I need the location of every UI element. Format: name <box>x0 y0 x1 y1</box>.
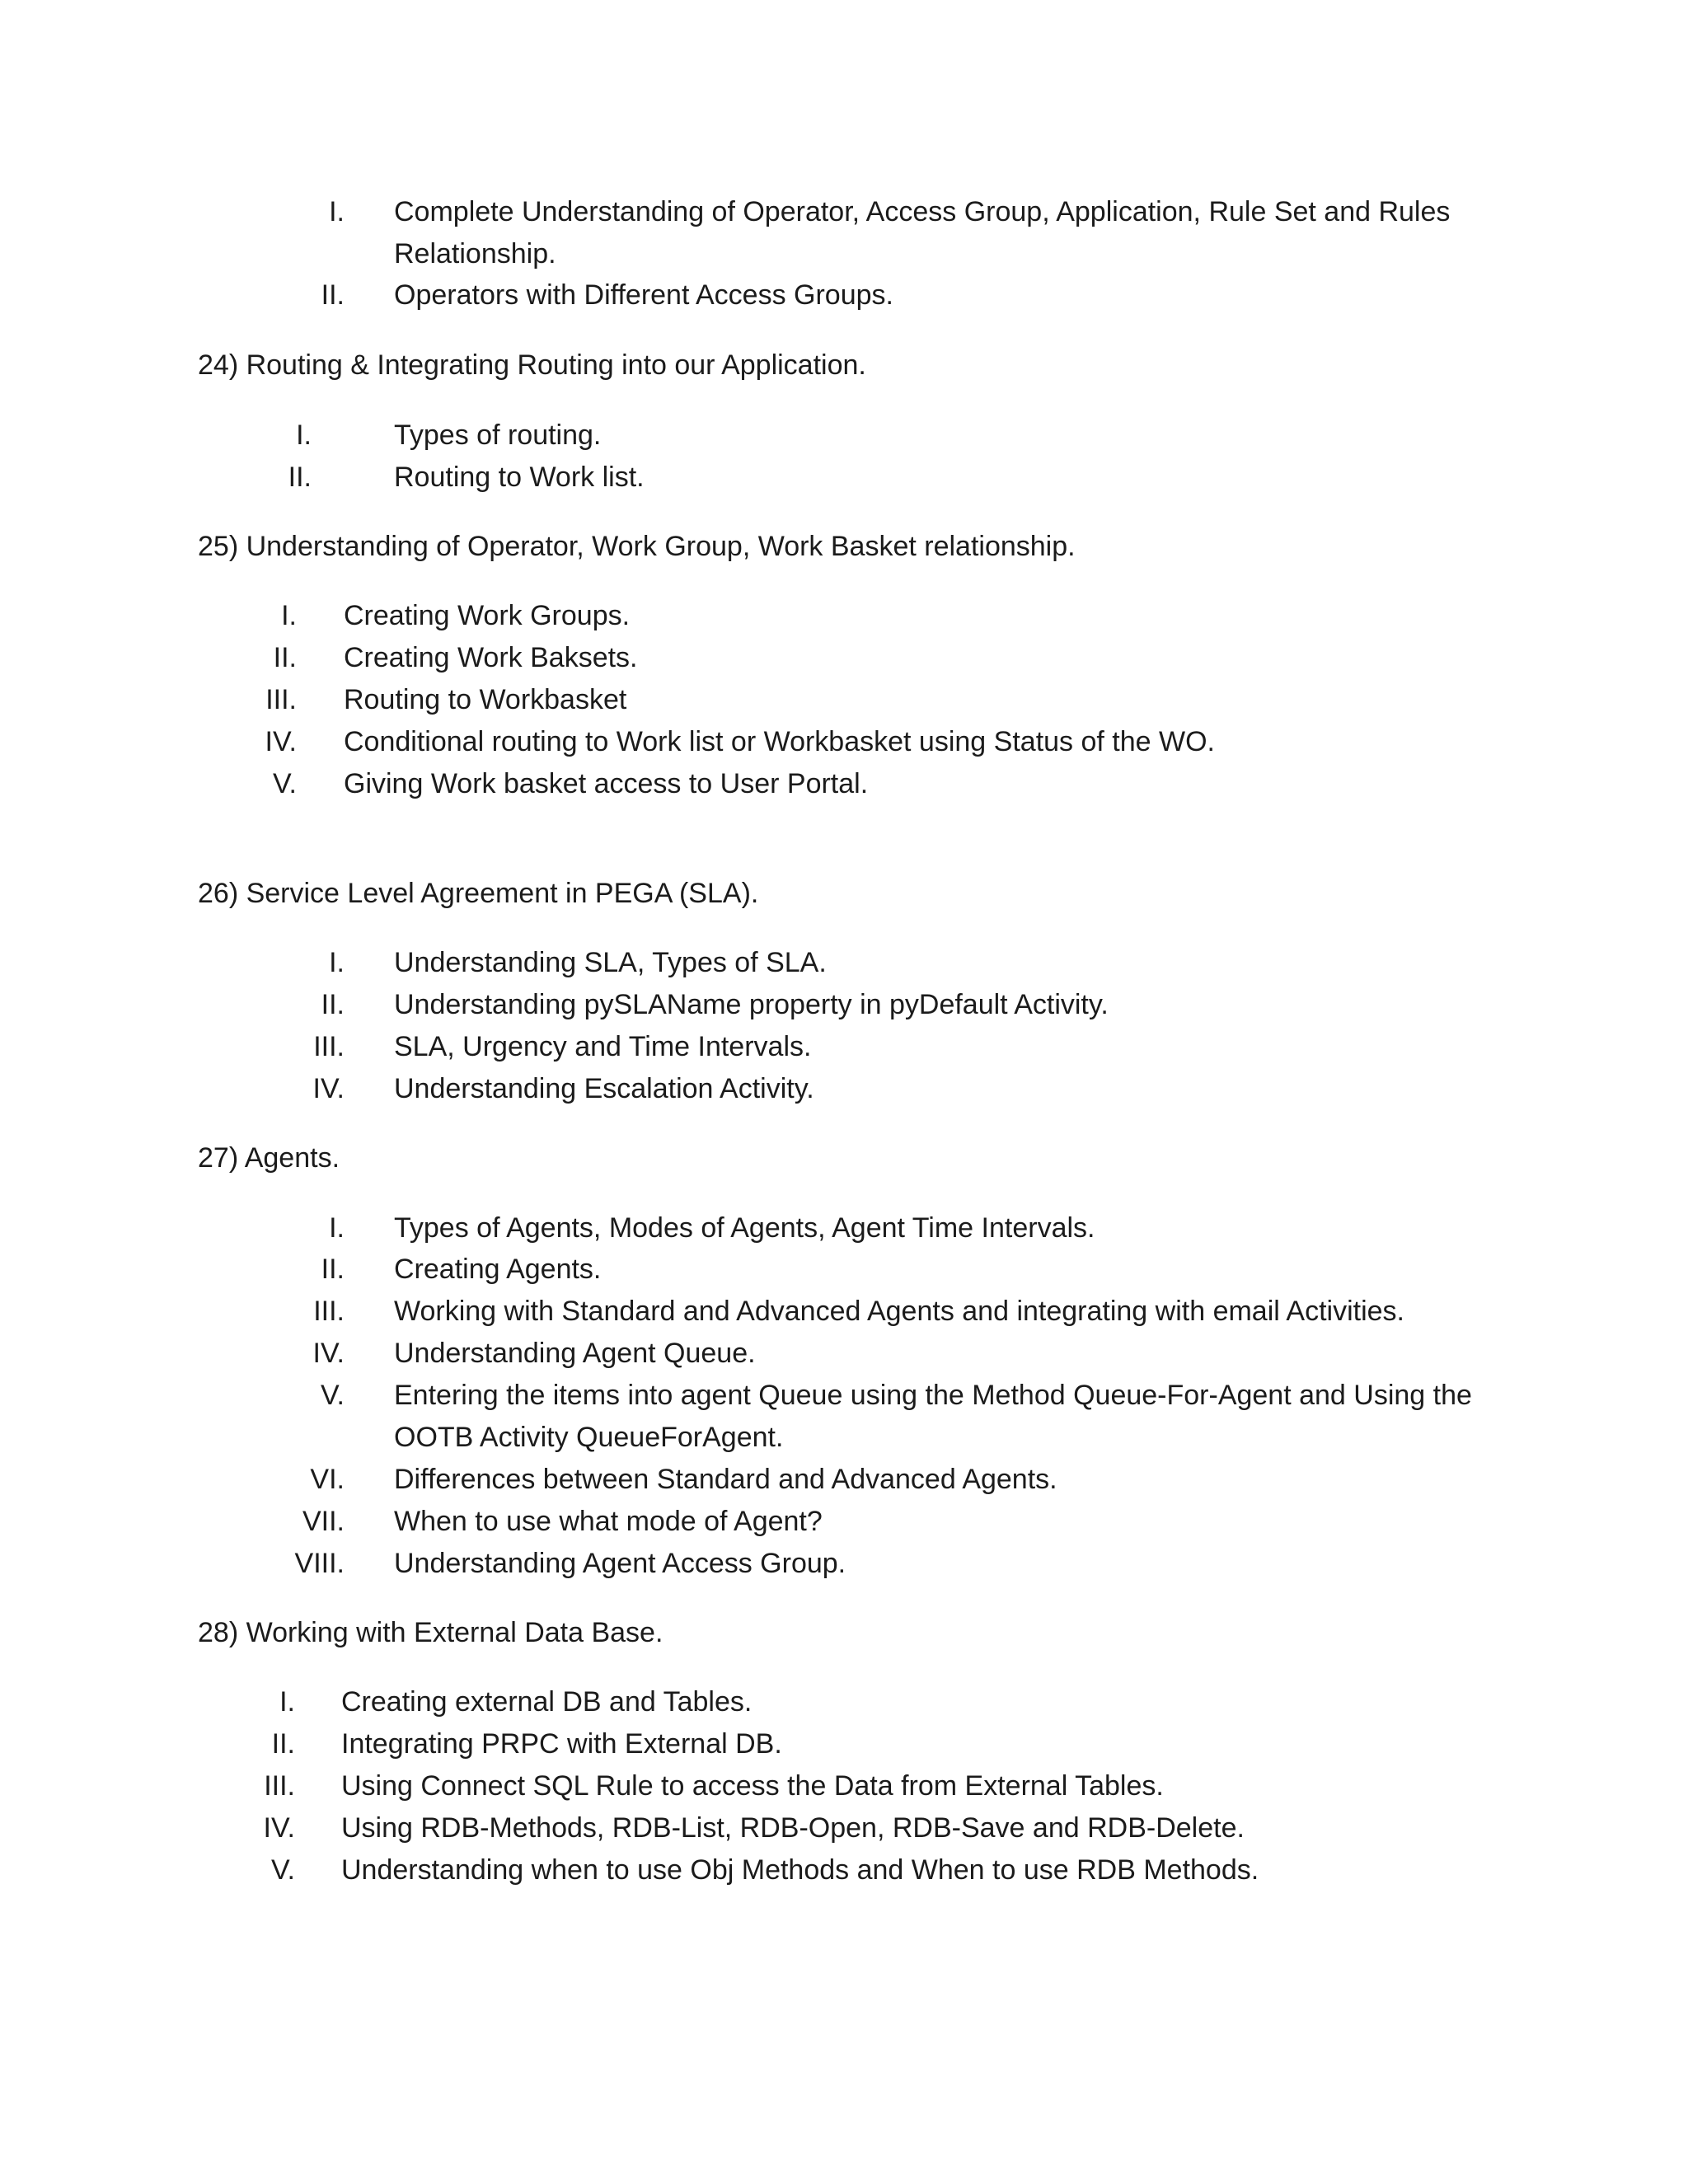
section-heading-28: 28) Working with External Data Base. <box>198 1617 663 1648</box>
list-item-text: Creating Agents. <box>394 1254 602 1285</box>
list-item-text: Types of routing. <box>394 419 602 451</box>
list-item-text: Creating Work Groups. <box>344 600 631 631</box>
list-number: I. <box>329 1212 345 1244</box>
section-heading-26: 26) Service Level Agreement in PEGA (SLA). <box>198 878 759 909</box>
list-number: V. <box>320 1380 345 1411</box>
list-number: II. <box>273 642 297 673</box>
section-heading-27: 27) Agents. <box>198 1142 340 1174</box>
list-number: III. <box>264 1770 295 1802</box>
list-item-text: Using Connect SQL Rule to access the Data from External Tables. <box>341 1770 1164 1802</box>
list-item-text: Understanding pySLAName property in pyDefault Activity. <box>394 989 1109 1020</box>
list-number: II. <box>271 1728 295 1760</box>
list-number: II. <box>321 989 345 1020</box>
list-item-text: Understanding when to use Obj Methods and When to use RDB Methods. <box>341 1854 1259 1886</box>
list-item-text: When to use what mode of Agent? <box>394 1506 823 1537</box>
list-number: V. <box>272 768 297 799</box>
list-number: IV. <box>312 1073 345 1104</box>
section-heading-24: 24) Routing & Integrating Routing into our Application. <box>198 349 866 381</box>
list-item-text: Routing to Workbasket <box>344 684 627 715</box>
list-number: II. <box>321 279 345 311</box>
list-item-text: Creating external DB and Tables. <box>341 1686 753 1718</box>
list-number: III. <box>265 684 297 715</box>
list-item-text: Understanding SLA, Types of SLA. <box>394 947 827 978</box>
list-number: VIII. <box>294 1548 345 1579</box>
list-item-text: Relationship. <box>394 238 556 269</box>
list-item-text: Integrating PRPC with External DB. <box>341 1728 782 1760</box>
list-item-text: Understanding Agent Access Group. <box>394 1548 846 1579</box>
list-number: III. <box>313 1296 345 1327</box>
list-number: IV. <box>312 1338 345 1369</box>
list-number: I. <box>279 1686 295 1718</box>
list-item-text: Types of Agents, Modes of Agents, Agent Time Intervals. <box>394 1212 1095 1244</box>
list-number: IV. <box>265 726 297 757</box>
list-item-text: Routing to Work list. <box>394 462 645 493</box>
list-number: I. <box>329 196 345 227</box>
list-number: I. <box>281 600 297 631</box>
list-number: VI. <box>310 1464 345 1495</box>
list-number: I. <box>329 947 345 978</box>
list-item-text: Operators with Different Access Groups. <box>394 279 893 311</box>
list-item-text: OOTB Activity QueueForAgent. <box>394 1422 784 1453</box>
section-heading-25: 25) Understanding of Operator, Work Group, Work Basket relationship. <box>198 531 1076 562</box>
list-number: II. <box>288 462 312 493</box>
list-item-text: Giving Work basket access to User Portal. <box>344 768 869 799</box>
list-item-text: Using RDB-Methods, RDB-List, RDB-Open, RDB-Save and RDB-Delete. <box>341 1812 1245 1844</box>
list-number: I. <box>296 419 312 451</box>
list-number: III. <box>313 1031 345 1062</box>
list-number: VII. <box>302 1506 345 1537</box>
list-number: V. <box>270 1854 295 1886</box>
list-item-text: SLA, Urgency and Time Intervals. <box>394 1031 812 1062</box>
list-number: IV. <box>263 1812 295 1844</box>
list-item-text: Understanding Agent Queue. <box>394 1338 756 1369</box>
list-item-text: Creating Work Baksets. <box>344 642 638 673</box>
list-item-text: Conditional routing to Work list or Workbasket using Status of the WO. <box>344 726 1215 757</box>
list-item-text: Differences between Standard and Advanced Agents. <box>394 1464 1057 1495</box>
list-item-text: Entering the items into agent Queue using the Method Queue-For-Agent and Using the <box>394 1380 1472 1411</box>
list-item-text: Working with Standard and Advanced Agents and integrating with email Activities. <box>394 1296 1404 1327</box>
list-item-text: Understanding Escalation Activity. <box>394 1073 814 1104</box>
list-number: II. <box>321 1254 345 1285</box>
list-item-text: Complete Understanding of Operator, Access Group, Application, Rule Set and Rules <box>394 196 1451 227</box>
